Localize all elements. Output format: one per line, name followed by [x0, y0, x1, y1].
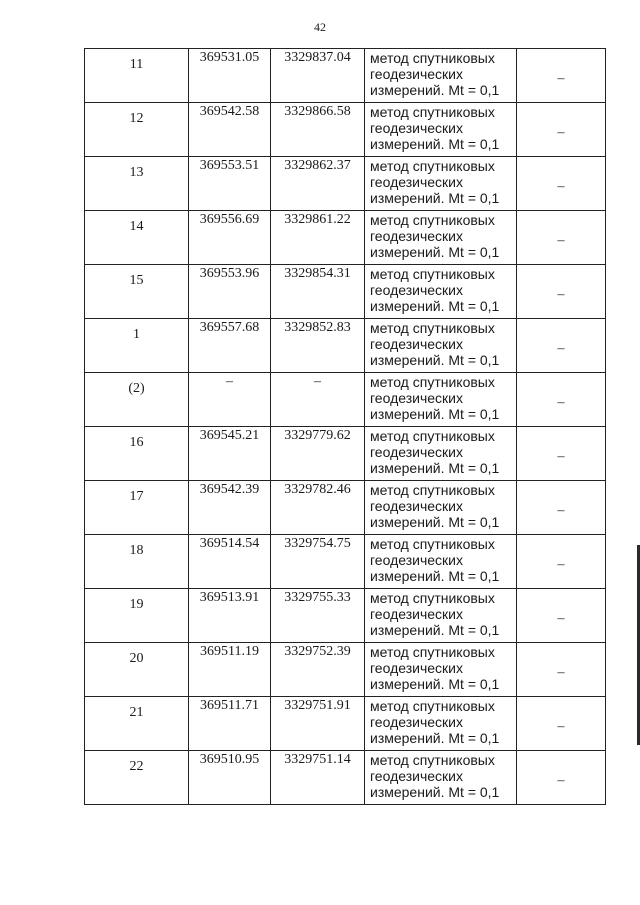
accuracy-value: –	[557, 394, 565, 410]
table-row	[85, 265, 606, 319]
y-coordinate-cell: 3329866.58	[271, 103, 365, 157]
x-coordinate-cell: 369557.68	[189, 319, 271, 373]
accuracy-cell	[517, 265, 606, 319]
point-number-cell: 22	[85, 751, 189, 805]
accuracy-cell	[517, 643, 606, 697]
method-line: геодезических	[370, 228, 463, 244]
method-cell	[365, 49, 517, 103]
method-line: измерений. Mt = 0,1	[370, 244, 500, 260]
point-number-cell: 16	[85, 427, 189, 481]
method-line: измерений. Mt = 0,1	[370, 568, 500, 584]
accuracy-cell	[517, 427, 606, 481]
method-line: геодезических	[370, 498, 463, 514]
accuracy-value: –	[557, 448, 565, 464]
y-coordinate-cell: 3329861.22	[271, 211, 365, 265]
accuracy-cell	[517, 49, 606, 103]
method-cell	[365, 481, 517, 535]
y-coordinate-cell: –	[271, 373, 365, 427]
y-coordinate-cell: 3329837.04	[271, 49, 365, 103]
table-row	[85, 49, 606, 103]
method-line: метод спутниковых	[370, 482, 495, 498]
method-line: измерений. Mt = 0,1	[370, 514, 500, 530]
method-line: метод спутниковых	[370, 536, 495, 552]
accuracy-cell	[517, 157, 606, 211]
method-line: геодезических	[370, 660, 463, 676]
accuracy-value: –	[557, 502, 565, 518]
method-line: геодезических	[370, 606, 463, 622]
method-line: геодезических	[370, 444, 463, 460]
accuracy-value: –	[557, 70, 565, 86]
page-number: 42	[314, 20, 326, 34]
method-line: измерений. Mt = 0,1	[370, 730, 500, 746]
x-coordinate-cell: 369514.54	[189, 535, 271, 589]
accuracy-cell	[517, 481, 606, 535]
x-coordinate-cell: 369542.39	[189, 481, 271, 535]
method-line: измерений. Mt = 0,1	[370, 622, 500, 638]
point-number-cell: 18	[85, 535, 189, 589]
accuracy-value: –	[557, 340, 565, 356]
accuracy-value: –	[557, 718, 565, 734]
x-coordinate-cell: 369511.71	[189, 697, 271, 751]
x-coordinate-cell: 369553.96	[189, 265, 271, 319]
x-coordinate-cell: 369545.21	[189, 427, 271, 481]
method-line: метод спутниковых	[370, 212, 495, 228]
method-line: метод спутниковых	[370, 428, 495, 444]
y-coordinate-cell: 3329852.83	[271, 319, 365, 373]
method-cell	[365, 643, 517, 697]
x-coordinate-cell: 369531.05	[189, 49, 271, 103]
method-line: измерений. Mt = 0,1	[370, 352, 500, 368]
table-row	[85, 751, 606, 805]
method-cell	[365, 373, 517, 427]
method-line: метод спутниковых	[370, 590, 495, 606]
method-line: геодезических	[370, 768, 463, 784]
method-line: геодезических	[370, 552, 463, 568]
coordinates-table	[84, 48, 606, 805]
method-cell	[365, 697, 517, 751]
method-line: геодезических	[370, 174, 463, 190]
y-coordinate-cell: 3329751.14	[271, 751, 365, 805]
x-coordinate-cell: 369511.19	[189, 643, 271, 697]
method-line: геодезических	[370, 714, 463, 730]
accuracy-cell	[517, 373, 606, 427]
method-line: измерений. Mt = 0,1	[370, 298, 500, 314]
method-line: метод спутниковых	[370, 50, 495, 66]
method-cell	[365, 589, 517, 643]
method-line: метод спутниковых	[370, 266, 495, 282]
y-coordinate-cell: 3329854.31	[271, 265, 365, 319]
accuracy-value: –	[557, 664, 565, 680]
x-coordinate-cell: 369556.69	[189, 211, 271, 265]
accuracy-cell	[517, 319, 606, 373]
method-line: измерений. Mt = 0,1	[370, 406, 500, 422]
method-line: геодезических	[370, 282, 463, 298]
method-cell	[365, 157, 517, 211]
table-row	[85, 427, 606, 481]
accuracy-cell	[517, 751, 606, 805]
point-number-cell: (2)	[85, 373, 189, 427]
table-row	[85, 157, 606, 211]
accuracy-cell	[517, 589, 606, 643]
accuracy-cell	[517, 535, 606, 589]
accuracy-value: –	[557, 556, 565, 572]
y-coordinate-cell: 3329752.39	[271, 643, 365, 697]
method-line: измерений. Mt = 0,1	[370, 460, 500, 476]
accuracy-value: –	[557, 286, 565, 302]
method-cell	[365, 211, 517, 265]
point-number-cell: 1	[85, 319, 189, 373]
coordinates-table-body	[85, 49, 606, 805]
method-line: метод спутниковых	[370, 158, 495, 174]
method-cell	[365, 103, 517, 157]
accuracy-cell	[517, 697, 606, 751]
table-row	[85, 211, 606, 265]
method-cell	[365, 427, 517, 481]
x-coordinate-cell: 369553.51	[189, 157, 271, 211]
method-cell	[365, 265, 517, 319]
accuracy-value: –	[557, 124, 565, 140]
point-number-cell: 12	[85, 103, 189, 157]
method-line: геодезических	[370, 390, 463, 406]
method-line: метод спутниковых	[370, 104, 495, 120]
method-cell	[365, 319, 517, 373]
method-line: метод спутниковых	[370, 698, 495, 714]
accuracy-cell	[517, 103, 606, 157]
y-coordinate-cell: 3329751.91	[271, 697, 365, 751]
point-number-cell: 19	[85, 589, 189, 643]
point-number-cell: 20	[85, 643, 189, 697]
method-cell	[365, 751, 517, 805]
table-row	[85, 481, 606, 535]
method-cell	[365, 535, 517, 589]
method-line: метод спутниковых	[370, 752, 495, 768]
method-line: измерений. Mt = 0,1	[370, 190, 500, 206]
accuracy-cell	[517, 211, 606, 265]
accuracy-value: –	[557, 178, 565, 194]
table-row	[85, 589, 606, 643]
point-number-cell: 21	[85, 697, 189, 751]
point-number-cell: 14	[85, 211, 189, 265]
point-number-cell: 13	[85, 157, 189, 211]
table-row	[85, 373, 606, 427]
x-coordinate-cell: 369513.91	[189, 589, 271, 643]
point-number-cell: 11	[85, 49, 189, 103]
point-number-cell: 15	[85, 265, 189, 319]
point-number-cell: 17	[85, 481, 189, 535]
method-line: метод спутниковых	[370, 644, 495, 660]
method-line: измерений. Mt = 0,1	[370, 82, 500, 98]
y-coordinate-cell: 3329754.75	[271, 535, 365, 589]
table-row	[85, 319, 606, 373]
method-line: измерений. Mt = 0,1	[370, 784, 500, 800]
y-coordinate-cell: 3329779.62	[271, 427, 365, 481]
table-row	[85, 535, 606, 589]
method-line: геодезических	[370, 66, 463, 82]
method-line: метод спутниковых	[370, 374, 495, 390]
accuracy-value: –	[557, 232, 565, 248]
table-row	[85, 643, 606, 697]
y-coordinate-cell: 3329755.33	[271, 589, 365, 643]
method-line: геодезических	[370, 336, 463, 352]
method-line: геодезических	[370, 120, 463, 136]
method-line: измерений. Mt = 0,1	[370, 136, 500, 152]
table-row	[85, 697, 606, 751]
method-line: измерений. Mt = 0,1	[370, 676, 500, 692]
y-coordinate-cell: 3329782.46	[271, 481, 365, 535]
method-line: метод спутниковых	[370, 320, 495, 336]
accuracy-value: –	[557, 772, 565, 788]
y-coordinate-cell: 3329862.37	[271, 157, 365, 211]
x-coordinate-cell: 369542.58	[189, 103, 271, 157]
x-coordinate-cell: 369510.95	[189, 751, 271, 805]
x-coordinate-cell: –	[189, 373, 271, 427]
table-row	[85, 103, 606, 157]
accuracy-value: –	[557, 610, 565, 626]
